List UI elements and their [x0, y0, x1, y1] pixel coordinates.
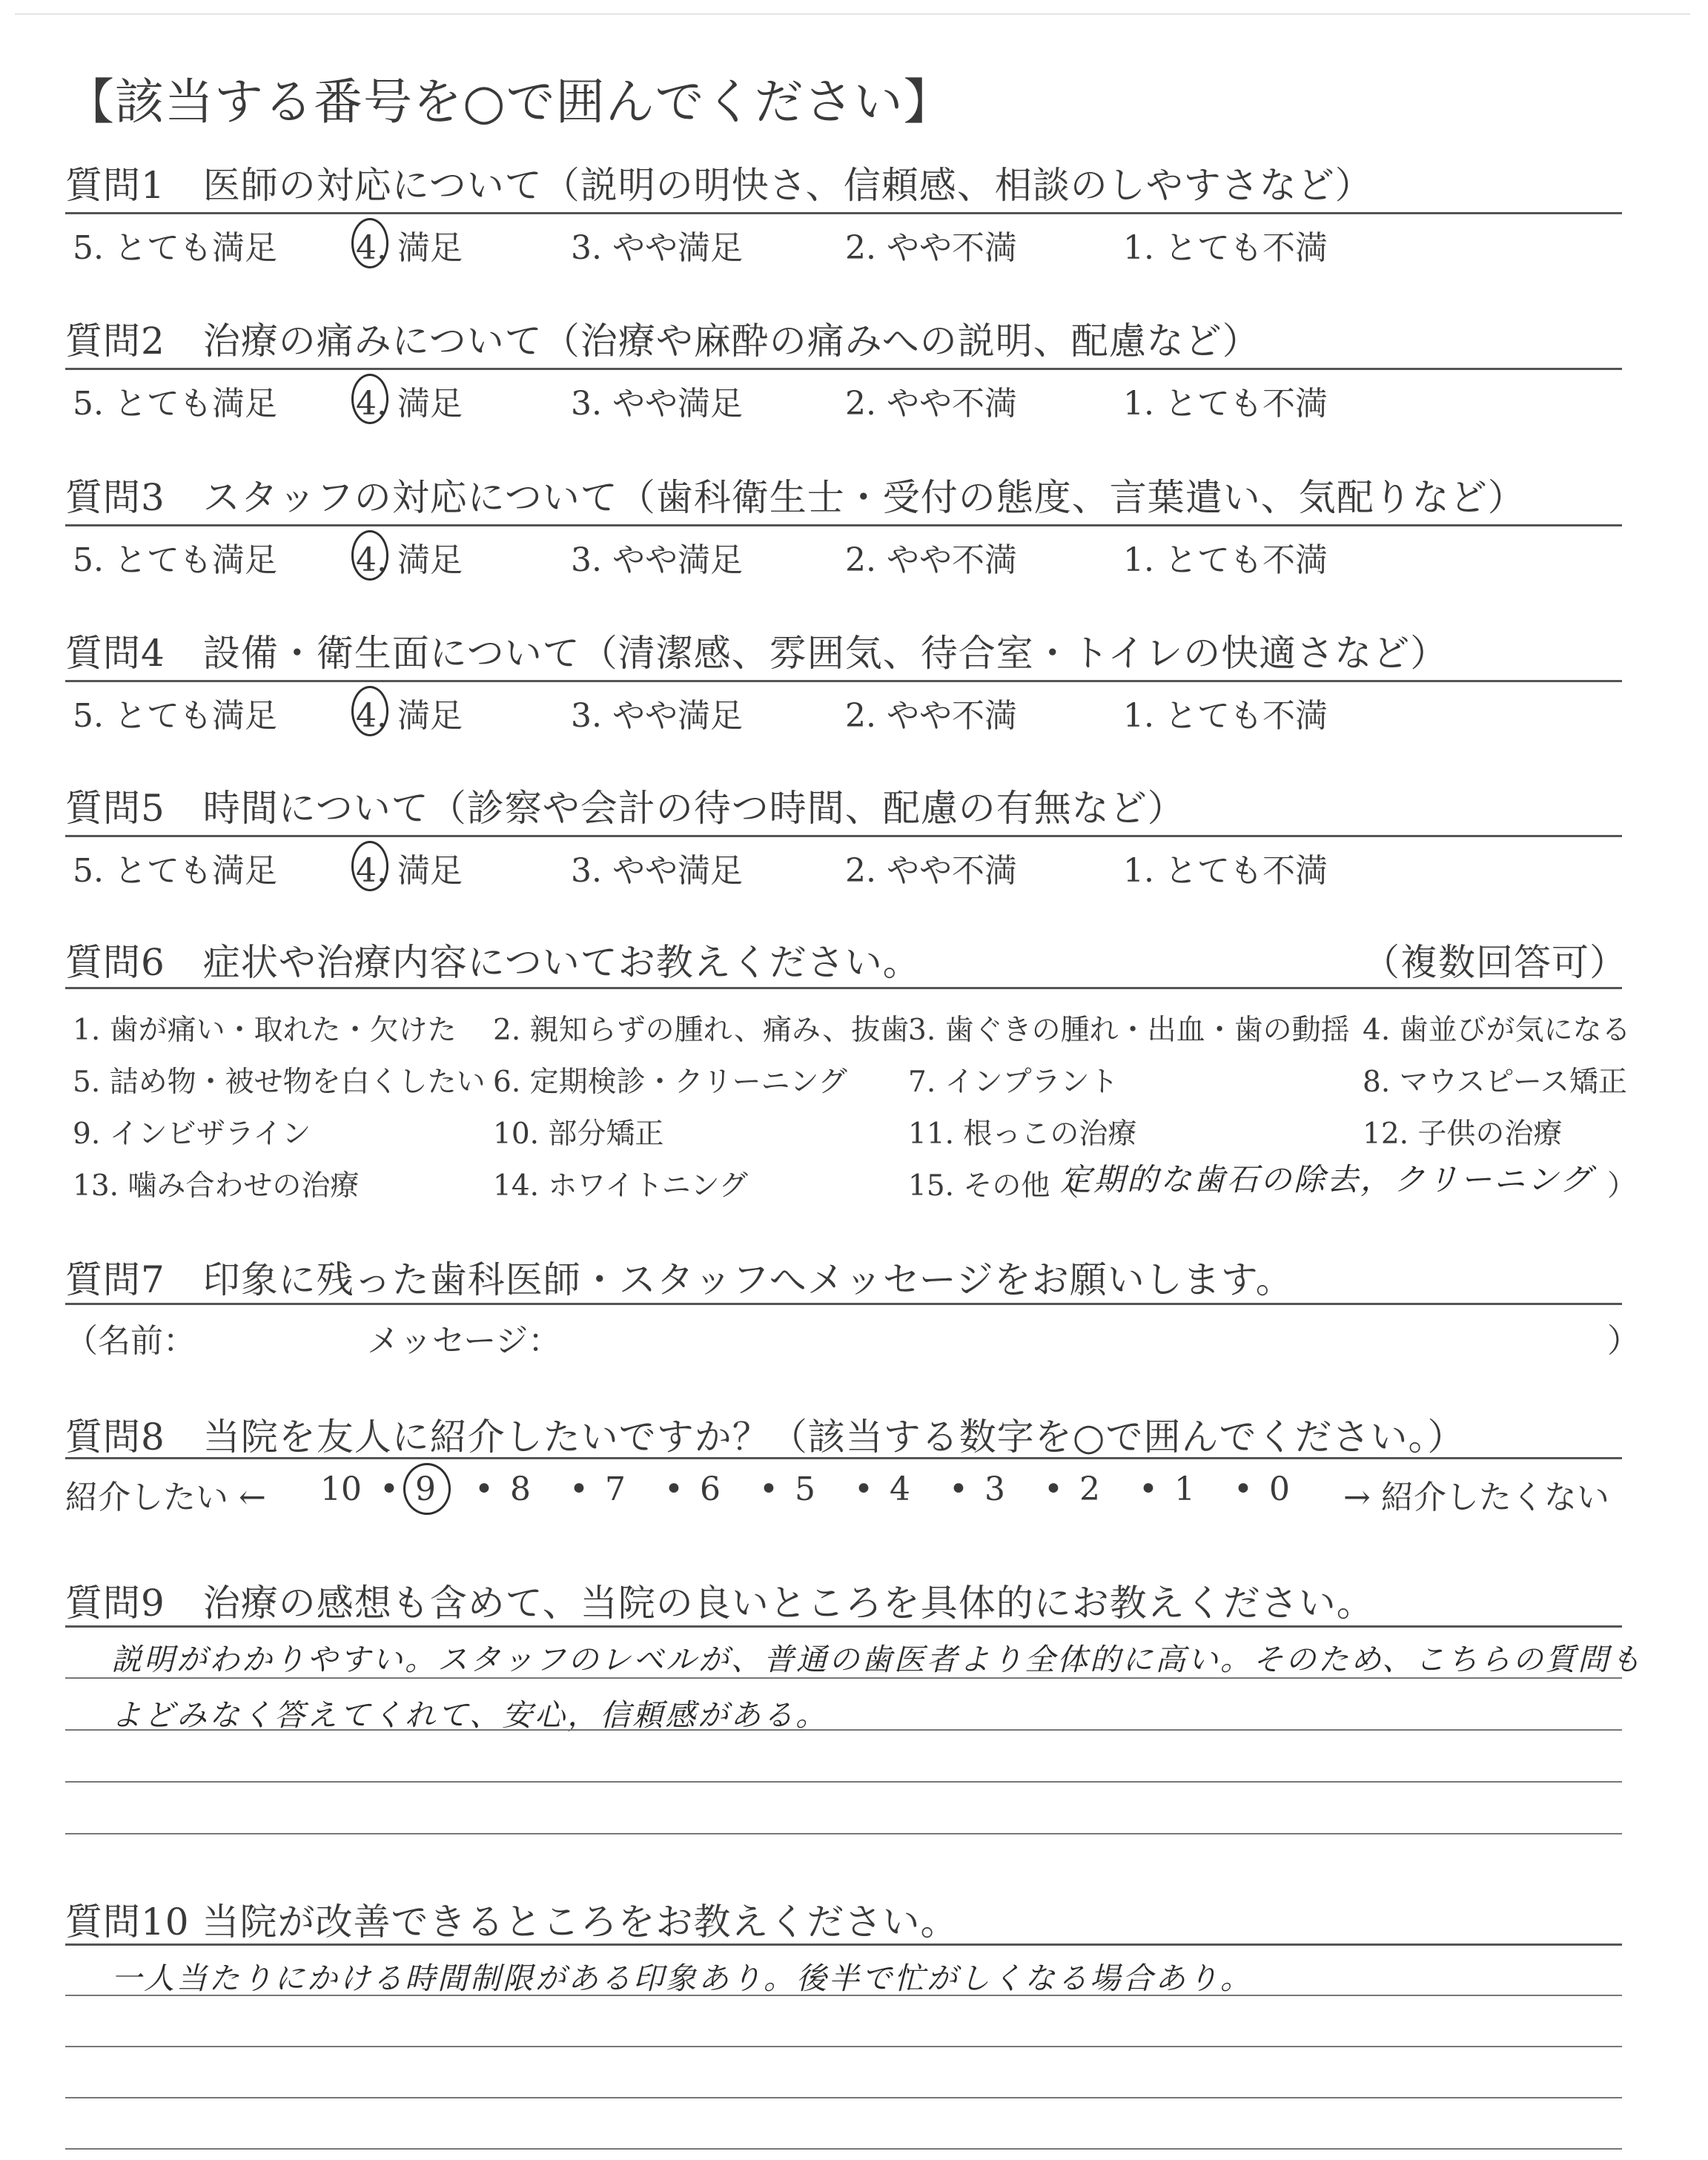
q6-option-7[interactable]: 7. インプラント — [908, 1066, 1119, 1099]
page-top-edge — [15, 13, 1690, 15]
q3-title: 質問3 スタッフの対応について（歯科衛生士・受付の態度、言葉遣い、気配りなど） — [65, 476, 1526, 519]
q6-option-11[interactable]: 11. 根っこの治療 — [908, 1117, 1137, 1151]
q6-option-9[interactable]: 9. インビザライン — [73, 1117, 311, 1151]
q8-separator-dot: • — [949, 1470, 968, 1508]
q5-option-3[interactable]: 3. やや満足 — [571, 852, 743, 890]
q8-selected-circle — [403, 1463, 451, 1515]
q5-option-2[interactable]: 2. やや不満 — [845, 852, 1017, 890]
q6-title: 質問6 症状や治療内容についてお教えください。 — [65, 941, 921, 984]
q8-title: 質問8 当院を友人に紹介したいですか？（該当する数字を○で囲んでください。） — [65, 1416, 1466, 1459]
q9-answer-line-1: 説明がわかりやすい。スタッフのレベルが、普通の歯医者より全体的に高い。そのため、こちらの質問も — [111, 1642, 1644, 1677]
q6-option-4[interactable]: 4. 歯並びが気になる — [1363, 1014, 1631, 1047]
q9-rule-2 — [65, 1729, 1622, 1731]
q2-option-5[interactable]: 5. とても満足 — [73, 385, 277, 423]
q8-score-1[interactable]: 1 — [1174, 1470, 1195, 1508]
q9-rule-4 — [65, 1833, 1622, 1834]
q9-rule-1 — [65, 1677, 1622, 1679]
q10-rule-0 — [65, 1943, 1622, 1946]
q3-option-4[interactable]: 4. 満足 — [356, 541, 463, 579]
q2-option-4[interactable]: 4. 満足 — [356, 385, 463, 423]
q8-separator-dot: • — [569, 1470, 589, 1508]
q7-name-label: （名前： — [65, 1322, 196, 1360]
q6-other-answer: 定期的な歯石の除去，クリーニング — [1060, 1161, 1594, 1198]
q4-rule — [65, 680, 1622, 682]
q7-message-label: メッセージ： — [367, 1322, 561, 1360]
q10-answer-line-1: 一人当たりにかける時間制限がある印象あり。後半で忙がしくなる場合あり。 — [111, 1961, 1253, 1996]
q3-selected-circle — [351, 530, 388, 581]
q2-option-2[interactable]: 2. やや不満 — [845, 385, 1017, 423]
q7-close: ） — [1607, 1322, 1640, 1360]
q6-option-8[interactable]: 8. マウスピース矯正 — [1363, 1066, 1627, 1099]
q2-title: 質問2 治療の痛みについて（治療や麻酔の痛みへの説明、配慮など） — [65, 320, 1260, 363]
q1-option-3[interactable]: 3. やや満足 — [571, 229, 743, 267]
q8-separator-dot: • — [1139, 1470, 1158, 1508]
q6-other-close: ） — [1607, 1169, 1637, 1203]
q2-option-1[interactable]: 1. とても不満 — [1123, 385, 1328, 423]
q3-option-3[interactable]: 3. やや満足 — [571, 541, 743, 579]
q3-option-5[interactable]: 5. とても満足 — [73, 541, 277, 579]
q6-note: （複数回答可） — [1363, 941, 1627, 984]
q8-separator-dot: • — [664, 1470, 683, 1508]
q9-rule-0 — [65, 1625, 1622, 1628]
q4-option-3[interactable]: 3. やや満足 — [571, 697, 743, 735]
q8-left-label: 紹介したい ← — [65, 1479, 266, 1516]
q8-score-8[interactable]: 8 — [510, 1470, 531, 1508]
q5-option-4[interactable]: 4. 満足 — [356, 852, 463, 890]
q8-separator-dot: • — [380, 1470, 399, 1508]
q1-title: 質問1 医師の対応について（説明の明快さ、信頼感、相談のしやすさなど） — [65, 164, 1373, 207]
q8-right-label: → 紹介したくない — [1343, 1479, 1609, 1516]
q8-separator-dot: • — [474, 1470, 494, 1508]
q6-option-2[interactable]: 2. 親知らずの腫れ、痛み、抜歯 — [493, 1014, 910, 1047]
q6-option-12[interactable]: 12. 子供の治療 — [1363, 1117, 1563, 1151]
q8-score-7[interactable]: 7 — [605, 1470, 626, 1508]
q9-answer-line-2: よどみなく答えてくれて、安心，信頼感がある。 — [111, 1697, 829, 1733]
q6-option-10[interactable]: 10. 部分矯正 — [493, 1117, 664, 1151]
q4-title: 質問4 設備・衛生面について（清潔感、雰囲気、待合室・トイレの快適さなど） — [65, 632, 1449, 675]
q6-option-6[interactable]: 6. 定期検診・クリーニング — [493, 1066, 847, 1099]
q8-score-2[interactable]: 2 — [1079, 1470, 1100, 1508]
q1-rule — [65, 212, 1622, 214]
q10-rule-4 — [65, 2148, 1622, 2150]
q8-separator-dot: • — [1234, 1470, 1253, 1508]
q2-rule — [65, 368, 1622, 370]
q8-score-10[interactable]: 10 — [320, 1470, 362, 1508]
q6-option-3[interactable]: 3. 歯ぐきの腫れ・出血・歯の動揺 — [908, 1014, 1350, 1047]
q8-score-4[interactable]: 4 — [890, 1470, 910, 1508]
q10-title: 質問10 当院が改善できるところをお教えください。 — [65, 1900, 959, 1943]
q3-option-1[interactable]: 1. とても不満 — [1123, 541, 1328, 579]
q1-option-5[interactable]: 5. とても満足 — [73, 229, 277, 267]
q8-score-0[interactable]: 0 — [1269, 1470, 1290, 1508]
q2-selected-circle — [351, 374, 388, 424]
q4-option-5[interactable]: 5. とても満足 — [73, 697, 277, 735]
q2-option-3[interactable]: 3. やや満足 — [571, 385, 743, 423]
q5-selected-circle — [351, 841, 388, 891]
q8-separator-dot: • — [854, 1470, 873, 1508]
q10-rule-3 — [65, 2097, 1622, 2098]
q7-rule — [65, 1303, 1622, 1305]
q6-option-14[interactable]: 14. ホワイトニング — [493, 1169, 748, 1203]
q4-option-2[interactable]: 2. やや不満 — [845, 697, 1017, 735]
q6-option-1[interactable]: 1. 歯が痛い・取れた・欠けた — [73, 1014, 457, 1047]
q3-rule — [65, 524, 1622, 526]
q8-separator-dot: • — [1044, 1470, 1063, 1508]
q6-option-13[interactable]: 13. 噛み合わせの治療 — [73, 1169, 360, 1203]
q10-rule-1 — [65, 1995, 1622, 1996]
q8-score-5[interactable]: 5 — [795, 1470, 815, 1508]
q3-option-2[interactable]: 2. やや不満 — [845, 541, 1017, 579]
q5-title: 質問5 時間について（診察や会計の待つ時間、配慮の有無など） — [65, 787, 1185, 830]
q6-rule — [65, 987, 1622, 989]
q8-score-6[interactable]: 6 — [700, 1470, 721, 1508]
q7-title: 質問7 印象に残った歯科医師・スタッフへメッセージをお願いします。 — [65, 1258, 1294, 1301]
q5-option-1[interactable]: 1. とても不満 — [1123, 852, 1328, 890]
q6-option-15[interactable]: 15. その他（ — [908, 1169, 1079, 1203]
q1-option-1[interactable]: 1. とても不満 — [1123, 229, 1328, 267]
q9-title: 質問9 治療の感想も含めて、当院の良いところを具体的にお教えください。 — [65, 1582, 1374, 1625]
q1-option-4[interactable]: 4. 満足 — [356, 229, 463, 267]
instruction-header: 【該当する番号を○で囲んでください】 — [65, 73, 953, 131]
q8-score-9[interactable]: 9 — [415, 1470, 436, 1508]
q9-rule-3 — [65, 1781, 1622, 1783]
q8-separator-dot: • — [759, 1470, 778, 1508]
q5-option-5[interactable]: 5. とても満足 — [73, 852, 277, 890]
q10-rule-2 — [65, 2046, 1622, 2047]
q5-rule — [65, 835, 1622, 837]
q4-selected-circle — [351, 686, 388, 736]
q8-rule — [65, 1457, 1622, 1459]
q4-option-4[interactable]: 4. 満足 — [356, 697, 463, 735]
q1-option-2[interactable]: 2. やや不満 — [845, 229, 1017, 267]
q4-option-1[interactable]: 1. とても不満 — [1123, 697, 1328, 735]
q8-score-3[interactable]: 3 — [984, 1470, 1005, 1508]
q1-selected-circle — [351, 218, 388, 268]
q6-option-5[interactable]: 5. 詰め物・被せ物を白くしたい — [73, 1066, 486, 1099]
